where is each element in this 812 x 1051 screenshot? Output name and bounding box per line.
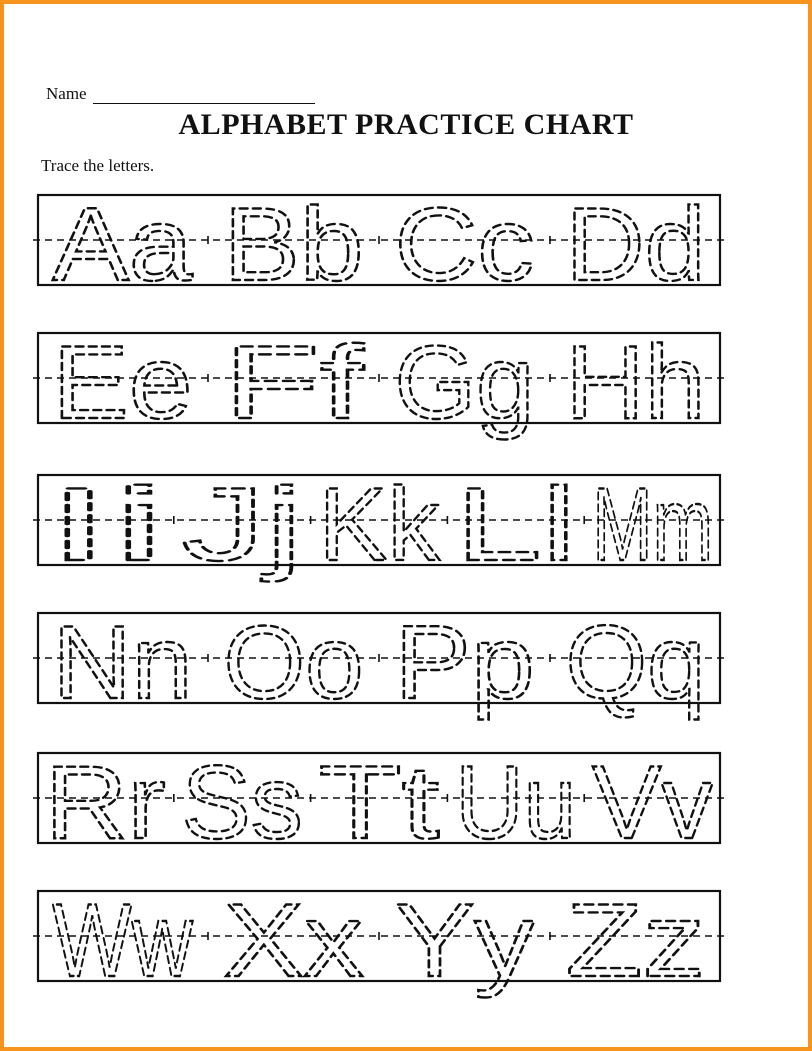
tracing-row <box>37 187 721 303</box>
trace-letter-pair: Tt <box>318 745 440 861</box>
trace-letter-pair: Gg <box>394 325 535 441</box>
trace-letter-pair: Qq <box>565 605 706 721</box>
trace-letter-pair: Hh <box>565 325 706 441</box>
trace-letter-pair: Jj <box>181 467 303 583</box>
trace-letter-pair: Uu <box>455 745 577 861</box>
trace-letter-pair: Ff <box>223 325 366 441</box>
trace-letter-pair: Ee <box>52 325 193 441</box>
instruction-text: Trace the letters. <box>41 156 155 175</box>
trace-letter-pair: Vv <box>592 745 713 861</box>
trace-letter-pair: Ww <box>52 883 194 999</box>
trace-letter-pair: Xx <box>223 883 364 999</box>
tracing-row-guides <box>37 467 721 583</box>
tracing-row-guides <box>37 187 721 303</box>
trace-letter-pair: Yy <box>394 883 535 999</box>
trace-letter-pair: Ss <box>181 745 303 861</box>
trace-letter-pair: Rr <box>45 745 166 861</box>
trace-letter-pair: Zz <box>565 883 706 999</box>
tracing-row <box>37 883 721 999</box>
trace-letter-pair: Cc <box>394 187 535 303</box>
tracing-row <box>37 467 721 583</box>
name-field <box>46 84 315 104</box>
trace-letter-pair: Aa <box>52 187 193 303</box>
trace-letter-pair: Kk <box>318 467 441 583</box>
trace-letter-pair: Bb <box>223 187 364 303</box>
name-write-line <box>93 87 315 104</box>
name-label: Name <box>46 84 87 103</box>
tracing-row-guides <box>37 325 721 441</box>
tracing-row <box>37 325 721 441</box>
trace-letter-pair: Pp <box>394 605 535 721</box>
tracing-row-guides <box>37 745 721 861</box>
trace-letter-pair: Dd <box>565 187 706 303</box>
trace-letter-pair: Mm <box>592 467 713 583</box>
tracing-row <box>37 745 721 861</box>
tracing-row <box>37 605 721 721</box>
trace-letter-pair: Ii <box>45 467 166 583</box>
page-title: ALPHABET PRACTICE CHART <box>178 108 634 141</box>
tracing-row-guides <box>37 605 721 721</box>
trace-letter-pair: Ll <box>455 467 577 583</box>
trace-letter-pair: Nn <box>52 605 193 721</box>
tracing-row-guides <box>37 883 721 999</box>
trace-letter-pair: Oo <box>223 605 364 721</box>
